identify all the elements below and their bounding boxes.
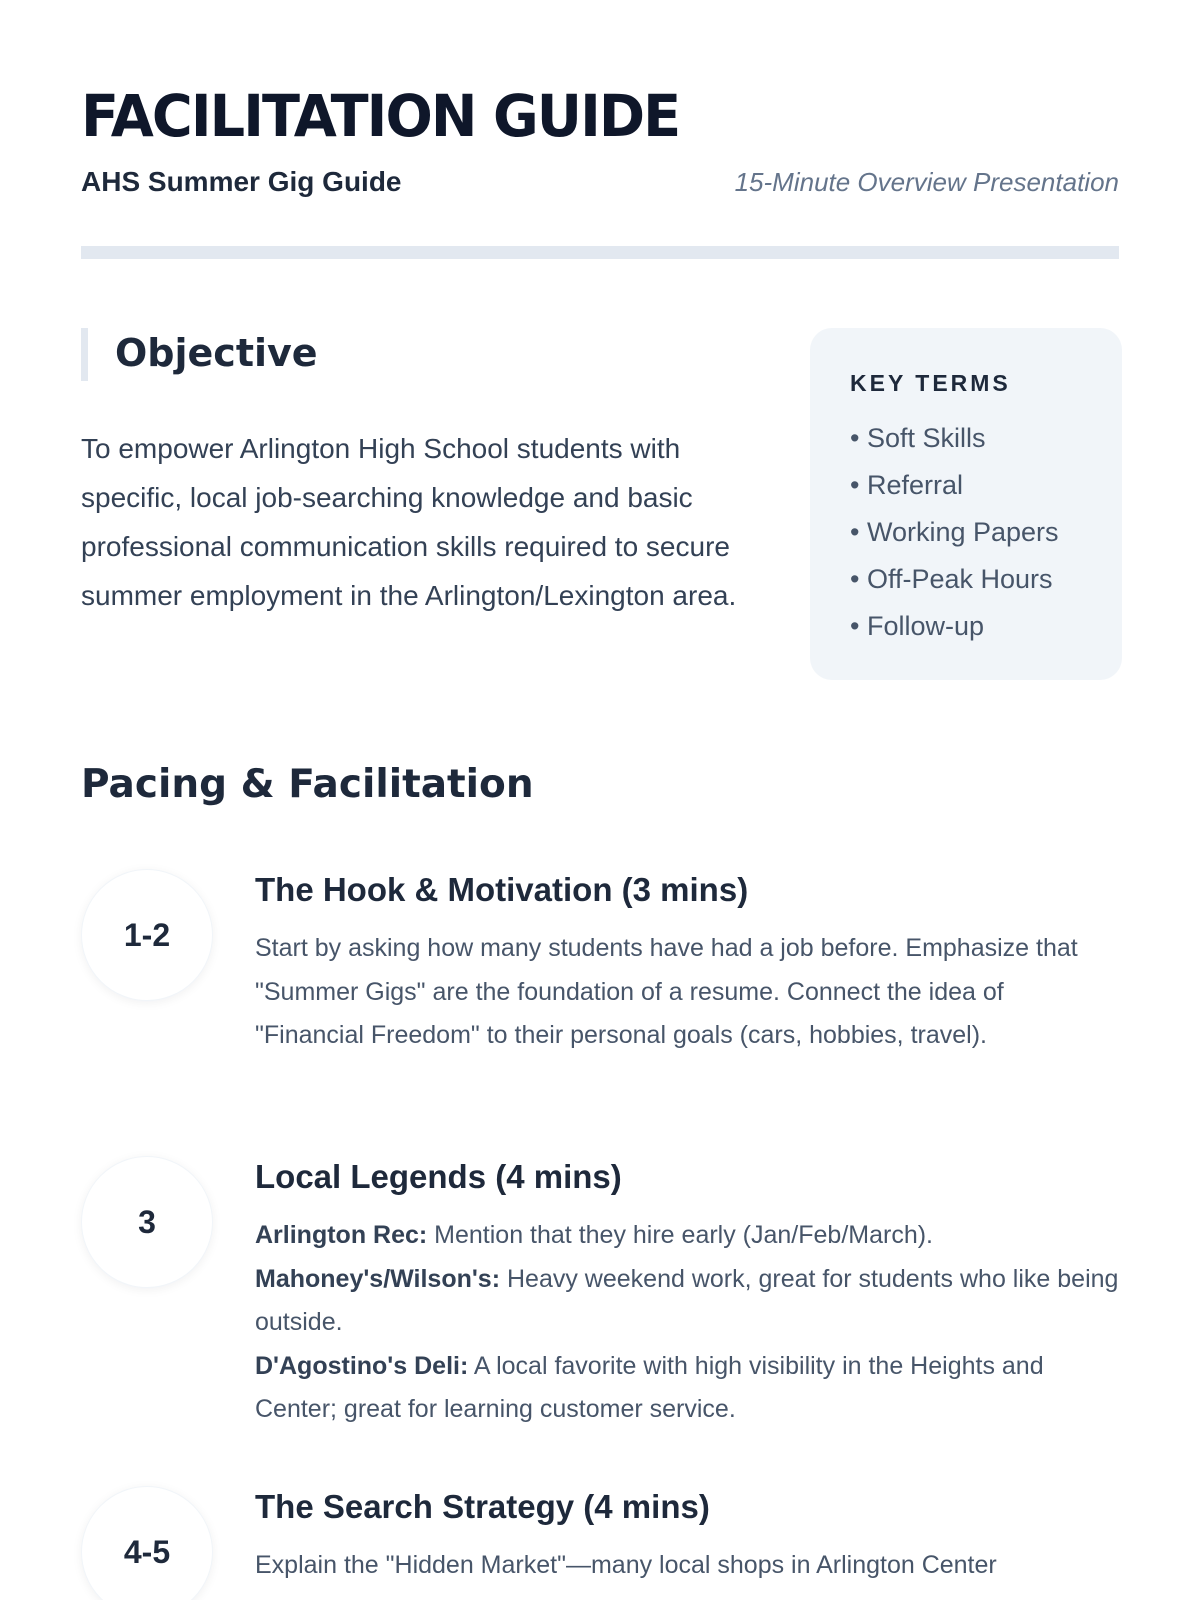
key-term-item: • Working Papers xyxy=(850,509,1082,556)
header-divider xyxy=(81,246,1119,259)
venue-entry xyxy=(255,1214,1119,1258)
key-term-item: • Referral xyxy=(850,462,1082,509)
venue-text: A local favorite with high visibility in the Heights and Center; great for learning customer service. xyxy=(255,1351,1044,1423)
key-term-item: • Follow-up xyxy=(850,603,1082,650)
venue-entry xyxy=(255,1258,1119,1345)
step-badge: 4-5 xyxy=(81,1486,213,1600)
step-text xyxy=(255,1214,1119,1432)
step-badge: 3 xyxy=(81,1156,213,1288)
venue-text: Mention that they hire early (Jan/Feb/March). xyxy=(434,1221,933,1249)
guide-subtitle: AHS Summer Gig Guide xyxy=(81,166,402,197)
step-body xyxy=(255,869,1119,1058)
venue-label: Arlington Rec: xyxy=(255,1221,428,1249)
key-term-item: • Soft Skills xyxy=(850,415,1082,462)
step-body xyxy=(255,1156,1119,1432)
venue-entry xyxy=(255,1345,1119,1432)
step-title: The Search Strategy (4 mins) xyxy=(255,1488,710,1525)
objective-heading: Objective xyxy=(81,328,318,381)
key-terms-list xyxy=(850,415,1082,650)
step-text: Start by asking how many students have had a job before. Emphasize that "Summer Gigs" are the foundation of a resume. Connect the idea of "Financial Freedom" to their personal goals (cars, hobbies, travel). xyxy=(255,934,1078,1049)
step-badge: 1-2 xyxy=(81,869,213,1001)
objective-text: To empower Arlington High School students with specific, local job-searching knowledge and basic professional communication skills required to secure summer employment in the Arlington/Lexington area. xyxy=(81,433,737,611)
page-title: FACILITATION GUIDE xyxy=(81,82,680,150)
step-body xyxy=(255,1486,1119,1588)
pacing-heading: Pacing & Facilitation xyxy=(81,762,534,807)
step-title: The Hook & Motivation (3 mins) xyxy=(255,871,749,908)
venue-text: Heavy weekend work, great for students who like being outside. xyxy=(255,1264,1119,1336)
step-title: Local Legends (4 mins) xyxy=(255,1158,622,1195)
key-terms-box xyxy=(810,328,1122,680)
subtitle-row xyxy=(81,166,1119,198)
step-text: Explain the "Hidden Market"—many local shops in Arlington Center xyxy=(255,1551,997,1579)
key-terms-heading: KEY TERMS xyxy=(850,370,1011,396)
venue-label: D'Agostino's Deli: xyxy=(255,1351,469,1380)
key-term-item: • Off-Peak Hours xyxy=(850,556,1082,603)
presentation-label: 15-Minute Overview Presentation xyxy=(734,167,1119,197)
venue-label: Mahoney's/Wilson's: xyxy=(255,1264,501,1293)
